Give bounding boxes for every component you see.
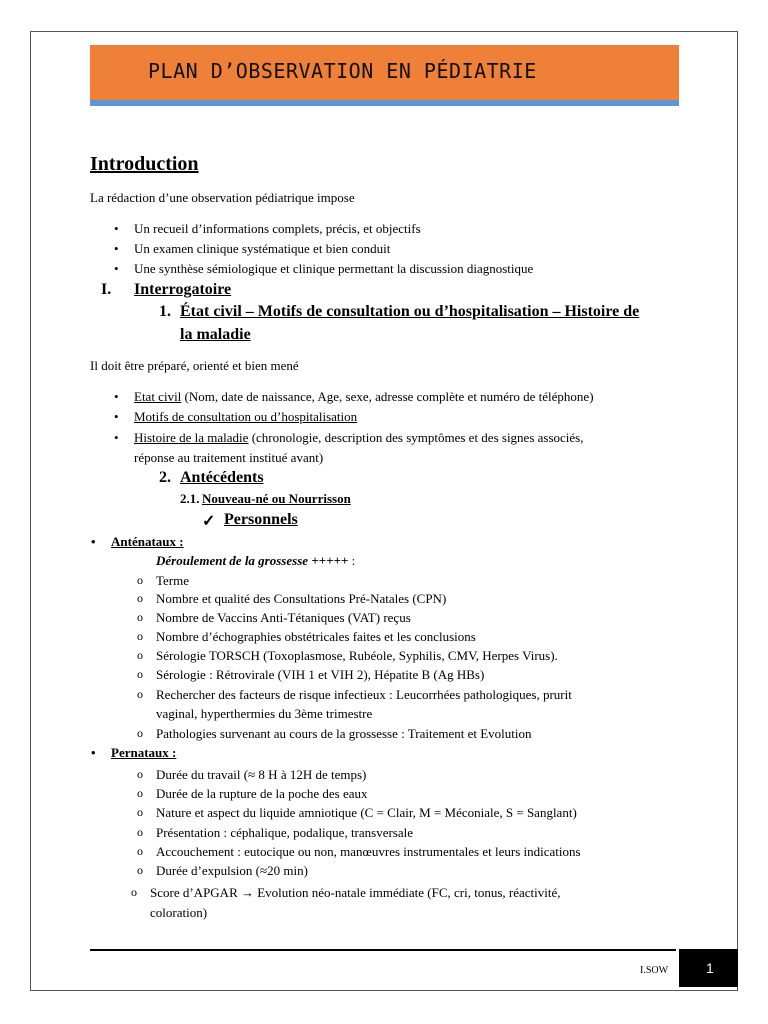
- personnels-heading: Personnels: [224, 511, 298, 528]
- pernatal-item: o Durée de la rupture de la poche des eaux: [156, 786, 368, 802]
- section-number: I.: [101, 281, 112, 298]
- subsection-heading-cont: la maladie: [180, 326, 251, 343]
- history-item: [134, 430, 584, 446]
- pernataux-label: • Pernataux :: [111, 745, 176, 761]
- history-item-text: (chronologie, description des symptômes et des signes associés,: [248, 430, 584, 445]
- pernatal-item: o Accouchement : eutocique ou non, manœuvres instrumentales et leurs indications: [156, 844, 581, 860]
- history-item: [134, 389, 594, 405]
- antenatal-item: o Nombre et qualité des Consultations Pré-Natales (CPN): [156, 591, 446, 607]
- history-item-label: Etat civil: [134, 389, 182, 404]
- antenataux-subheading: [156, 553, 355, 569]
- intro-bullet: • Une synthèse sémiologique et clinique permettant la discussion diagnostique: [134, 261, 533, 277]
- subsection-number: 2.: [159, 469, 171, 486]
- pernatal-item-cont: coloration): [150, 905, 208, 920]
- subsection-heading: État civil – Motifs de consultation ou d’hospitalisation – Histoire de: [180, 303, 640, 320]
- page-number: 1: [706, 960, 714, 976]
- antenatal-item: o Nombre d’échographies obstétricales faites et les conclusions: [156, 629, 476, 645]
- pernatal-item: o Score d’APGAR → Evolution néo-natale immédiate (FC, cri, tonus, réactivité,: [150, 885, 561, 901]
- antenatal-item: o Pathologies survenant au cours de la grossesse : Traitement et Evolution: [156, 726, 532, 742]
- section-lead: Il doit être préparé, orienté et bien mené: [90, 358, 299, 373]
- subsubsection-heading: Nouveau-né ou Nourrisson: [202, 491, 351, 506]
- intro-bullet: • Un recueil d’informations complets, précis, et objectifs: [134, 221, 421, 237]
- subsection-number: 1.: [159, 303, 171, 320]
- antenataux-subheading-tail: :: [348, 553, 356, 568]
- antenatal-item-cont: vaginal, hyperthermies du 3ème trimestre: [156, 706, 373, 721]
- pernatal-item: o Durée du travail (≈ 8 H à 12H de temps): [156, 767, 366, 783]
- history-item: [134, 409, 357, 425]
- subsubsection-number: 2.1.: [180, 491, 200, 506]
- history-item-label: Motifs de consultation ou d’hospitalisation: [134, 409, 358, 424]
- antenatal-item: o Sérologie : Rétrovirale (VIH 1 et VIH 2), Hépatite B (Ag HBs): [156, 667, 484, 683]
- footer-author: I.SOW: [640, 965, 669, 976]
- antenataux-label: • Anténataux :: [111, 534, 184, 550]
- antecedents-heading: Antécédents: [180, 469, 264, 486]
- pernatal-item: o Nature et aspect du liquide amniotique (C = Clair, M = Méconiale, S = Sanglant): [156, 805, 577, 821]
- footer-rule: [90, 949, 676, 951]
- intro-lead: La rédaction d’une observation pédiatrique impose: [90, 190, 355, 205]
- antenatal-item: o Sérologie TORSCH (Toxoplasmose, Rubéole, Syphilis, CMV, Herpes Virus).: [156, 648, 558, 664]
- antenataux-subheading-text: Déroulement de la grossesse +++++: [156, 553, 349, 568]
- section-heading: Interrogatoire: [134, 281, 232, 298]
- history-item-cont: réponse au traitement institué avant): [134, 450, 324, 465]
- pernatal-item: o Durée d’expulsion (≈20 min): [156, 863, 308, 879]
- intro-heading: Introduction: [90, 153, 199, 175]
- check-icon: ✓: [202, 513, 216, 530]
- intro-bullet: • Un examen clinique systématique et bien conduit: [134, 241, 390, 257]
- pernatal-item: o Présentation : céphalique, podalique, transversale: [156, 825, 413, 841]
- antenatal-item: o Terme: [156, 573, 189, 589]
- page-title: PLAN D’OBSERVATION EN PÉDIATRIE: [148, 59, 537, 83]
- page-number-box: [679, 949, 738, 987]
- antenatal-item: o Rechercher des facteurs de risque infectieux : Leucorrhées pathologiques, prurit: [156, 687, 572, 703]
- history-item-text: (Nom, date de naissance, Age, sexe, adresse complète et numéro de téléphone): [181, 389, 594, 404]
- title-banner-underline: [90, 100, 679, 106]
- history-item-label: Histoire de la maladie: [134, 430, 249, 445]
- antenatal-item: o Nombre de Vaccins Anti-Tétaniques (VAT) reçus: [156, 610, 411, 626]
